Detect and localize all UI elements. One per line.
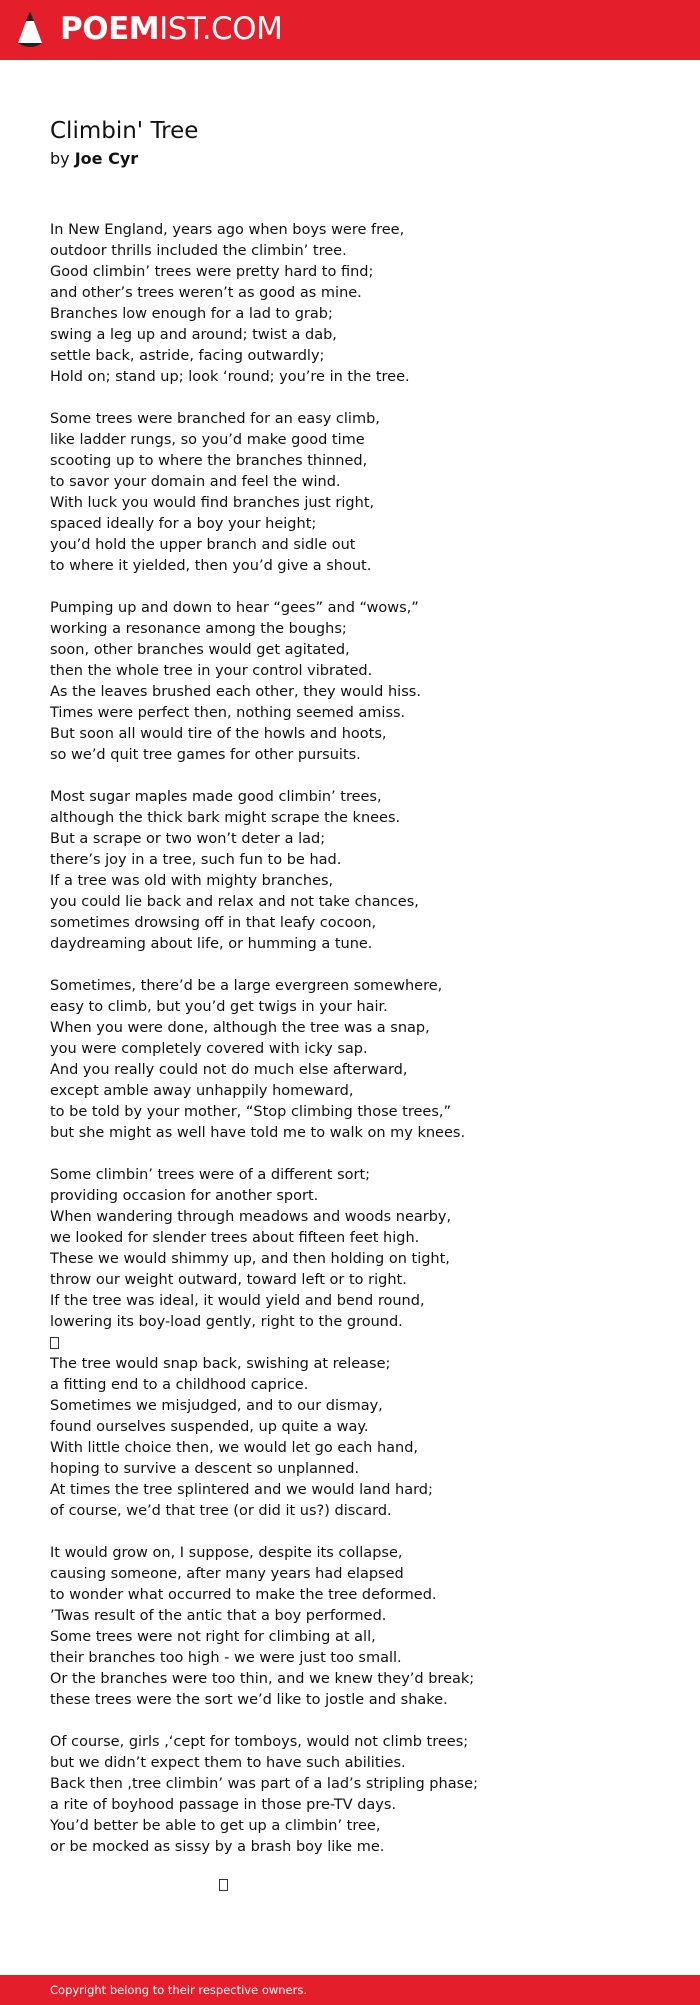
poem-author[interactable]: Joe Cyr: [74, 149, 139, 168]
poem-line: causing someone, after many years had elapsed: [50, 1566, 404, 1582]
poem-line: soon, other branches would get agitated,: [50, 642, 350, 658]
poem-line: At times the tree splintered and we would land hard;: [50, 1482, 433, 1498]
poem-line: we looked for slender trees about fifteen feet high.: [50, 1230, 420, 1246]
poem-line: It would grow on, I suppose, despite its collapse,: [50, 1545, 403, 1561]
poem-line: But a scrape or two won’t deter a lad;: [50, 831, 326, 847]
poem-line: Good climbin’ trees were pretty hard to find;: [50, 264, 374, 280]
poem-stanza: [50, 1732, 650, 1858]
pencil-icon[interactable]: [18, 11, 42, 51]
poem-line: Pumping up and down to hear “gees” and “wows,”: [50, 600, 419, 616]
poem-line: When you were done, although the tree was a snap,: [50, 1020, 430, 1036]
site-footer: [0, 1975, 700, 2005]
logo-light-text: IST.COM: [159, 11, 283, 47]
poem-stanza: [50, 787, 650, 955]
poem-line: so we’d quit tree games for other pursuits.: [50, 747, 361, 763]
poem-line: Times were perfect then, nothing seemed amiss.: [50, 705, 406, 721]
poem-line: With luck you would find branches just right,: [50, 495, 375, 511]
poem-line: but she might as well have told me to walk on my knees.: [50, 1125, 466, 1141]
end-glyph-icon: [219, 1879, 228, 1891]
poem-line: Of course, girls ,‘cept for tomboys, would not climb trees;: [50, 1734, 469, 1750]
poem-line: Branches low enough for a lad to grab;: [50, 306, 333, 322]
poem-line: These we would shimmy up, and then holding on tight,: [50, 1251, 450, 1267]
poem-line: Most sugar maples made good climbin’ trees,: [50, 789, 382, 805]
poem-line: Some trees were not right for climbing at all,: [50, 1629, 376, 1645]
poem-line: hoping to survive a descent so unplanned.: [50, 1461, 360, 1477]
poem-line: although the thick bark might scrape the knees.: [50, 810, 401, 826]
poem-line: With little choice then, we would let go each hand,: [50, 1440, 419, 1456]
poem-line: scooting up to where the branches thinned,: [50, 453, 368, 469]
poem-line: outdoor thrills included the climbin’ tree.: [50, 243, 347, 259]
poem-line: throw our weight outward, toward left or to right.: [50, 1272, 407, 1288]
poem-line: Sometimes we misjudged, and to our dismay,: [50, 1398, 383, 1414]
poem-line: easy to climb, but you’d get twigs in your hair.: [50, 999, 388, 1015]
poem-line: providing occasion for another sport.: [50, 1188, 319, 1204]
poem-line: like ladder rungs, so you’d make good time: [50, 432, 365, 448]
glyph-box-icon: [50, 1337, 59, 1349]
poem-line: ’Twas result of the antic that a boy performed.: [50, 1608, 387, 1624]
missing-glyph-icon: [50, 1333, 650, 1354]
poem-line: When wandering through meadows and woods nearby,: [50, 1209, 452, 1225]
poem-line: there’s joy in a tree, such fun to be had.: [50, 852, 342, 868]
poem-line: but we didn’t expect them to have such abilities.: [50, 1755, 406, 1771]
poem-line: a rite of boyhood passage in those pre-TV days.: [50, 1797, 397, 1813]
poem-stanza: [50, 1165, 650, 1522]
poem-line: to where it yielded, then you’d give a shout.: [50, 558, 372, 574]
poem-byline: [50, 148, 138, 170]
poem-title: Climbin' Tree: [50, 118, 199, 144]
poem-line: you’d hold the upper branch and sidle out: [50, 537, 356, 553]
site-logo[interactable]: [60, 9, 282, 49]
poem-line: of course, we’d that tree (or did it us?) discard.: [50, 1503, 392, 1519]
poem-line: But soon all would tire of the howls and hoots,: [50, 726, 387, 742]
poem-line: As the leaves brushed each other, they would hiss.: [50, 684, 421, 700]
poem-line: to be told by your mother, “Stop climbing those trees,”: [50, 1104, 452, 1120]
by-label: by: [50, 149, 70, 168]
poem-line: The tree would snap back, swishing at release;: [50, 1356, 391, 1372]
poem-line: If a tree was old with mighty branches,: [50, 873, 334, 889]
site-header: [0, 0, 700, 60]
logo-bold-text: POEM: [60, 11, 160, 47]
poem-line: Some climbin’ trees were of a different sort;: [50, 1167, 371, 1183]
poem-line: Sometimes, there’d be a large evergreen somewhere,: [50, 978, 443, 994]
poem-line: swing a leg up and around; twist a dab,: [50, 327, 337, 343]
poem-line: found ourselves suspended, up quite a way.: [50, 1419, 369, 1435]
poem-line: these trees were the sort we’d like to jostle and shake.: [50, 1692, 448, 1708]
poem-line: Hold on; stand up; look ‘round; you’re in the tree.: [50, 369, 410, 385]
poem-line: If the tree was ideal, it would yield and bend round,: [50, 1293, 425, 1309]
poem-line: and other’s trees weren’t as good as mine.: [50, 285, 362, 301]
poem-line: you could lie back and relax and not take chances,: [50, 894, 419, 910]
poem-line: a fitting end to a childhood caprice.: [50, 1377, 309, 1393]
poem-stanza: [50, 220, 650, 388]
poem-line: Or the branches were too thin, and we knew they’d break;: [50, 1671, 475, 1687]
poem-stanza: [50, 1543, 650, 1711]
poem-line: settle back, astride, facing outwardly;: [50, 348, 325, 364]
poem-line: or be mocked as sissy by a brash boy like me.: [50, 1839, 385, 1855]
poem-line: then the whole tree in your control vibrated.: [50, 663, 373, 679]
poem-line: their branches too high - we were just too small.: [50, 1650, 402, 1666]
poem-stanza: [50, 409, 650, 577]
poem-line: You’d better be able to get up a climbin’ tree,: [50, 1818, 381, 1834]
poem-body: [50, 220, 650, 1879]
poem-line: And you really could not do much else afterward,: [50, 1062, 408, 1078]
poem-line: daydreaming about life, or humming a tune.: [50, 936, 373, 952]
poem-line: sometimes drowsing off in that leafy cocoon,: [50, 915, 377, 931]
poem-line: spaced ideally for a boy your height;: [50, 516, 317, 532]
poem-line: to wonder what occurred to make the tree deformed.: [50, 1587, 437, 1603]
poem-line: Some trees were branched for an easy climb,: [50, 411, 380, 427]
poem-line: lowering its boy-load gently, right to the ground.: [50, 1314, 403, 1330]
poem-line: you were completely covered with icky sap.: [50, 1041, 368, 1057]
poem-line: In New England, years ago when boys were free,: [50, 222, 405, 238]
poem-line: working a resonance among the boughs;: [50, 621, 347, 637]
poem-stanza: [50, 976, 650, 1144]
poem-line: except amble away unhappily homeward,: [50, 1083, 354, 1099]
poem-line: Back then ,tree climbin’ was part of a lad’s stripling phase;: [50, 1776, 478, 1792]
poem-stanza: [50, 598, 650, 766]
poem-line: to savor your domain and feel the wind.: [50, 474, 341, 490]
copyright-notice: Copyright belong to their respective owners.: [50, 1983, 308, 1997]
